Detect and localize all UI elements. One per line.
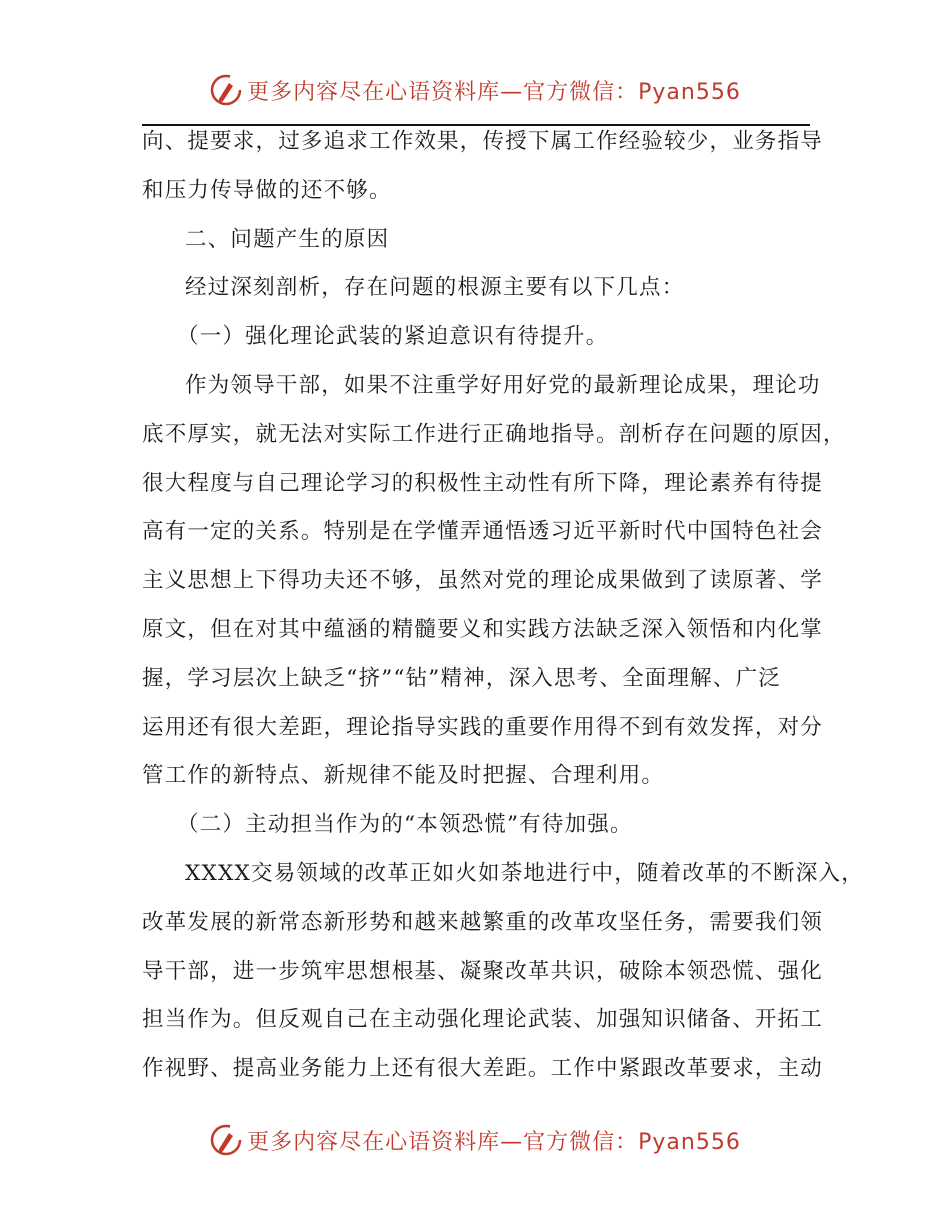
body-line: 高有一定的关系。特别是在学懂弄通悟透习近平新时代中国特色社会 bbox=[142, 519, 824, 545]
body-line: 运用还有很大差距，理论指导实践的重要作用得不到有效发挥，对分 bbox=[142, 714, 824, 740]
header-banner bbox=[0, 70, 950, 110]
subsection-heading: （二）主动担当作为的“本领恐慌”有待加强。 bbox=[177, 812, 633, 838]
body-line: 改革发展的新常态新形势和越来越繁重的改革攻坚任务，需要我们领 bbox=[142, 909, 824, 935]
pen-nib-circle-icon bbox=[209, 1123, 243, 1157]
subsection-heading: （一）强化理论武装的紧迫意识有待提升。 bbox=[177, 324, 609, 350]
body-line: 导干部，进一步筑牢思想根基、凝聚改革共识，破除本领恐慌、强化 bbox=[142, 958, 824, 984]
body-line: 主义思想上下得功夫还不够，虽然对党的理论成果做到了读原著、学 bbox=[142, 568, 824, 594]
body-line: 作为领导干部，如果不注重学好用好党的最新理论成果，理论功 bbox=[185, 372, 821, 398]
body-line: XXXX交易领域的改革正如火如荼地进行中，随着改革的不断深入， bbox=[185, 860, 864, 886]
document-body bbox=[142, 121, 864, 1097]
footer-banner-text: 更多内容尽在心语资料库—官方微信：Pyan556 bbox=[247, 1129, 741, 1155]
body-line: 经过深刻剖析，存在问题的根源主要有以下几点： bbox=[185, 275, 685, 301]
header-banner-text: 更多内容尽在心语资料库—官方微信：Pyan556 bbox=[247, 79, 741, 105]
body-line: 作视野、提高业务能力上还有很大差距。工作中紧跟改革要求，主动 bbox=[142, 1056, 824, 1082]
section-heading: 二、问题产生的原因 bbox=[185, 226, 390, 252]
body-line: 和压力传导做的还不够。 bbox=[142, 177, 392, 203]
body-line: 很大程度与自己理论学习的积极性主动性有所下降，理论素养有待提 bbox=[142, 470, 824, 496]
body-line: 向、提要求，过多追求工作效果，传授下属工作经验较少，业务指导 bbox=[142, 129, 824, 154]
body-line: 底不厚实，就无法对实际工作进行正确地指导。剖析存在问题的原因， bbox=[142, 421, 846, 447]
pen-nib-circle-icon bbox=[209, 73, 243, 107]
body-line: 握，学习层次上缺乏“挤”“钻”精神，深入思考、全面理解、广泛 bbox=[142, 665, 781, 691]
body-line: 管工作的新特点、新规律不能及时把握、合理利用。 bbox=[142, 763, 665, 789]
body-line: 原文，但在对其中蕴涵的精髓要义和实践方法缺乏深入领悟和内化掌 bbox=[142, 616, 824, 642]
footer-banner bbox=[0, 1120, 950, 1160]
body-line: 担当作为。但反观自己在主动强化理论武装、加强知识储备、开拓工 bbox=[142, 1007, 824, 1033]
